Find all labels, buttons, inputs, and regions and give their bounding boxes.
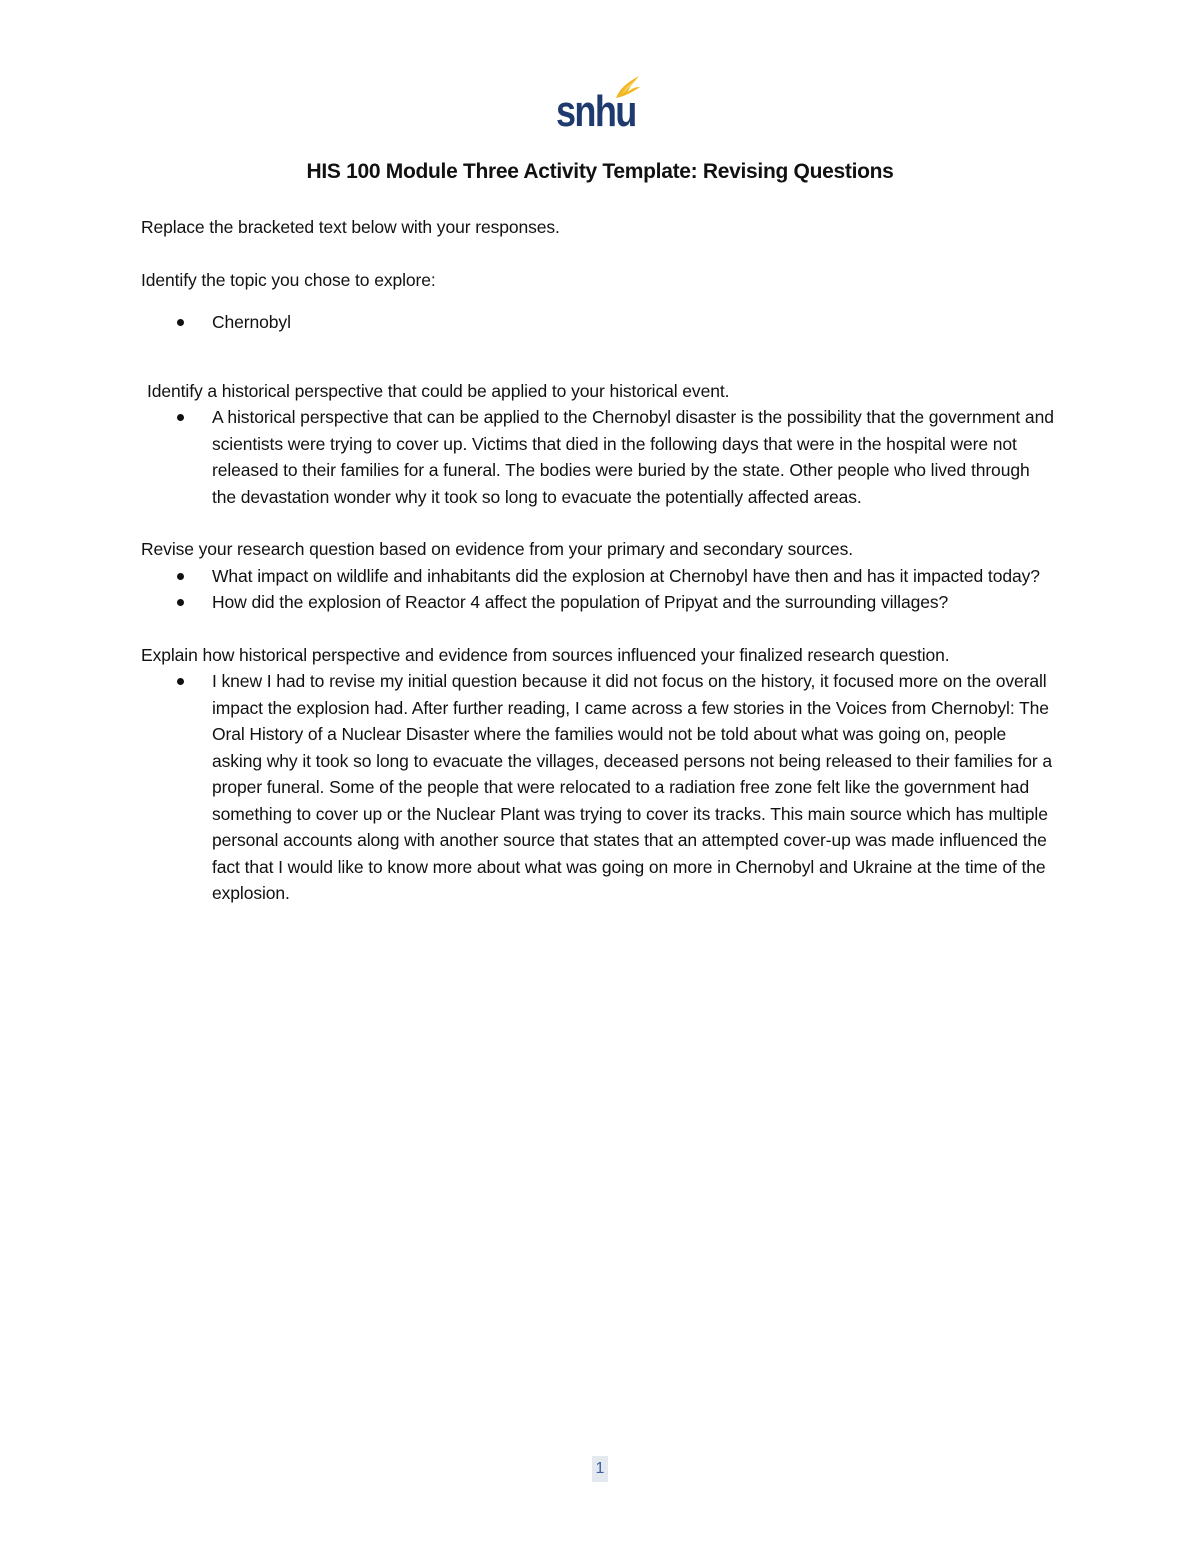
- bullet-icon: [177, 319, 184, 326]
- snhu-logo: [556, 72, 642, 134]
- bullet-text: How did the explosion of Reactor 4 affect the population of Pripyat and the surrounding villages?: [212, 592, 949, 612]
- document-body: [141, 214, 1056, 907]
- bullet-text: A historical perspective that can be applied to the Chernobyl disaster is the possibility that the government and scientists were trying to cover up. Victims that died in the following days that were in the hospital were not released to their families for a funeral. The bodies were buried by the state. Other people who lived through the devastation wonder why it took so long to evacuate the potentially affected areas.: [212, 407, 1054, 507]
- instruction-text: Replace the bracketed text below with your responses.: [141, 217, 560, 237]
- bullet-item: [141, 404, 1056, 510]
- document-title: HIS 100 Module Three Activity Template: Revising Questions: [306, 160, 894, 183]
- bullet-icon: [177, 678, 184, 685]
- logo-wordmark: snhu: [556, 87, 636, 136]
- bullet-item: [141, 563, 1056, 590]
- bullet-item: [141, 309, 1056, 336]
- section-prompt: Identify the topic you chose to explore:: [141, 269, 436, 290]
- section-prompt: Identify a historical perspective that could be applied to your historical event.: [147, 380, 730, 401]
- page-number: 1: [592, 1456, 608, 1482]
- bullet-icon: [177, 573, 184, 580]
- bullet-list: [141, 563, 1056, 616]
- bullet-list: [141, 668, 1056, 907]
- bullet-item: [141, 589, 1056, 616]
- section-prompt: Explain how historical perspective and evidence from sources influenced your finalized research question.: [141, 644, 950, 665]
- bullet-list: [141, 404, 1056, 510]
- bullet-text: I knew I had to revise my initial question because it did not focus on the history, it focused more on the overall impact the explosion had. After further reading, I came across a few stories in the Voices from Chernobyl: The Oral History of a Nuclear Disaster where the families would not be told about what was going on, people asking why it took so long to evacuate the villages, deceased persons not being released to their families for a proper funeral. Some of the people that were relocated to a radiation free zone felt like the government had something to cover up or the Nuclear Plant was trying to cover its tracks. This main source which has multiple personal accounts along with another source that states that an attempted cover-up was made influenced the fact that I would like to know more about what was going on more in Chernobyl and Ukraine at the time of the explosion.: [212, 671, 1052, 903]
- bullet-icon: [177, 599, 184, 606]
- bullet-text: What impact on wildlife and inhabitants did the explosion at Chernobyl have then and has it impacted today?: [212, 565, 1040, 586]
- section-prompt: Revise your research question based on evidence from your primary and secondary sources.: [141, 539, 853, 559]
- bullet-icon: [177, 414, 184, 421]
- bullet-text: Chernobyl: [212, 312, 291, 332]
- bullet-item: [141, 668, 1056, 907]
- bullet-list: [141, 309, 1056, 336]
